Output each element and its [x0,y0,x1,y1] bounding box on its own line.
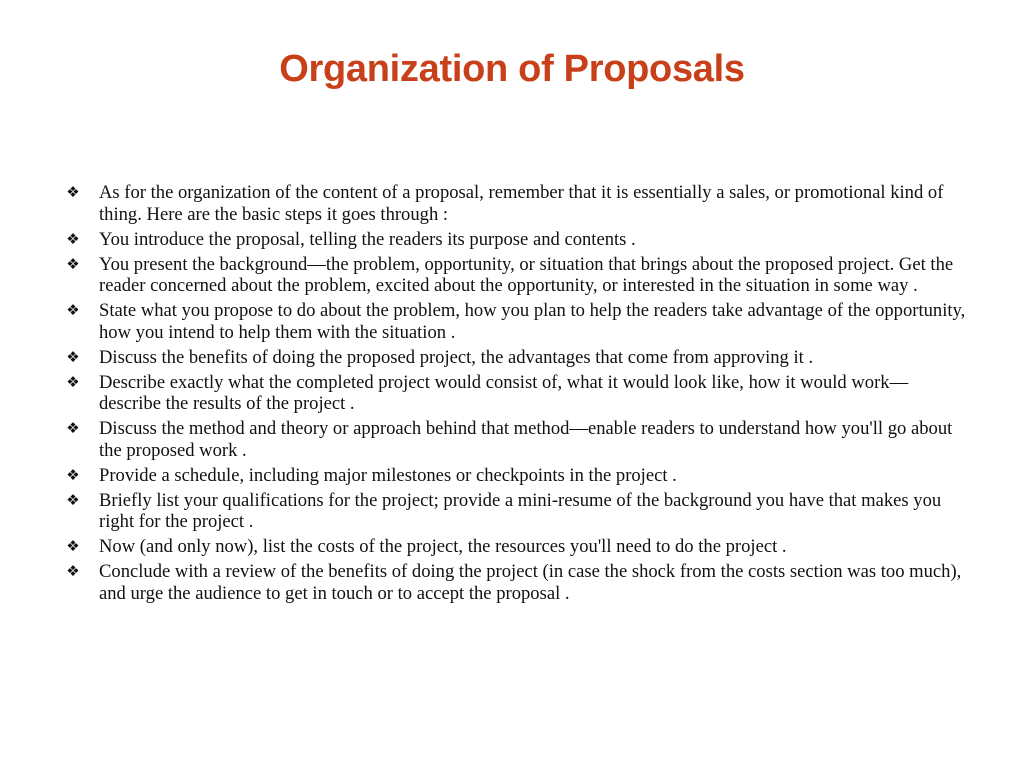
bullet-item [62,561,967,604]
four-diamond-bullet-icon: ❖ [66,419,80,437]
bullet-text: Now (and only now), list the costs of the project, the resources you'll need to do the project . [99,536,787,557]
slide-title: Organization of Proposals [279,48,745,90]
four-diamond-bullet-icon: ❖ [66,229,80,248]
bullet-list [62,182,967,608]
bullet-item [62,229,967,251]
four-diamond-bullet-icon: ❖ [66,301,80,319]
four-diamond-bullet-icon: ❖ [66,347,80,366]
four-diamond-bullet-icon: ❖ [66,183,80,201]
four-diamond-bullet-icon: ❖ [66,372,80,391]
bullet-item [62,182,967,225]
bullet-item [62,372,967,415]
bullet-text: State what you propose to do about the problem, how you plan to help the readers take advantage of the opportunity, how you intend to help them with the situation . [99,300,966,343]
bullet-item [62,347,967,369]
bullet-item [62,254,967,297]
bullet-text: Discuss the method and theory or approach behind that method—enable readers to understand how you'll go about the proposed work . [99,418,953,461]
bullet-text: Briefly list your qualifications for the project; provide a mini-resume of the background you have that makes you right for the project . [99,489,942,532]
bullet-item [62,300,967,343]
bullet-text: Provide a schedule, including major milestones or checkpoints in the project . [99,464,677,486]
four-diamond-bullet-icon: ❖ [66,254,80,273]
four-diamond-bullet-icon: ❖ [66,562,80,580]
bullet-text: Conclude with a review of the benefits of doing the project (in case the shock from the costs section was too much), and urge the audience to get in touch or to accept the proposal . [99,561,962,604]
bullet-text: Discuss the benefits of doing the proposed project, the advantages that come from approving it . [99,346,814,368]
four-diamond-bullet-icon: ❖ [66,537,80,555]
bullet-text: You present the background—the problem, opportunity, or situation that brings about the proposed project. Get the reader concerned about the problem, excited about the opportunity, or interested in the situation in some way . [99,253,954,296]
bullet-text: As for the organization of the content of a proposal, remember that it is essentially a sales, or promotional kind of thing. Here are the basic steps it goes through : [99,182,944,225]
bullet-text: You introduce the proposal, telling the readers its purpose and contents . [99,228,636,250]
four-diamond-bullet-icon: ❖ [66,465,80,484]
bullet-item [62,490,967,533]
bullet-text: Describe exactly what the completed project would consist of, what it would look like, how it would work—describe the results of the project . [99,371,909,414]
four-diamond-bullet-icon: ❖ [66,490,80,509]
bullet-item [62,418,967,461]
bullet-item [62,536,967,558]
bullet-item [62,465,967,487]
